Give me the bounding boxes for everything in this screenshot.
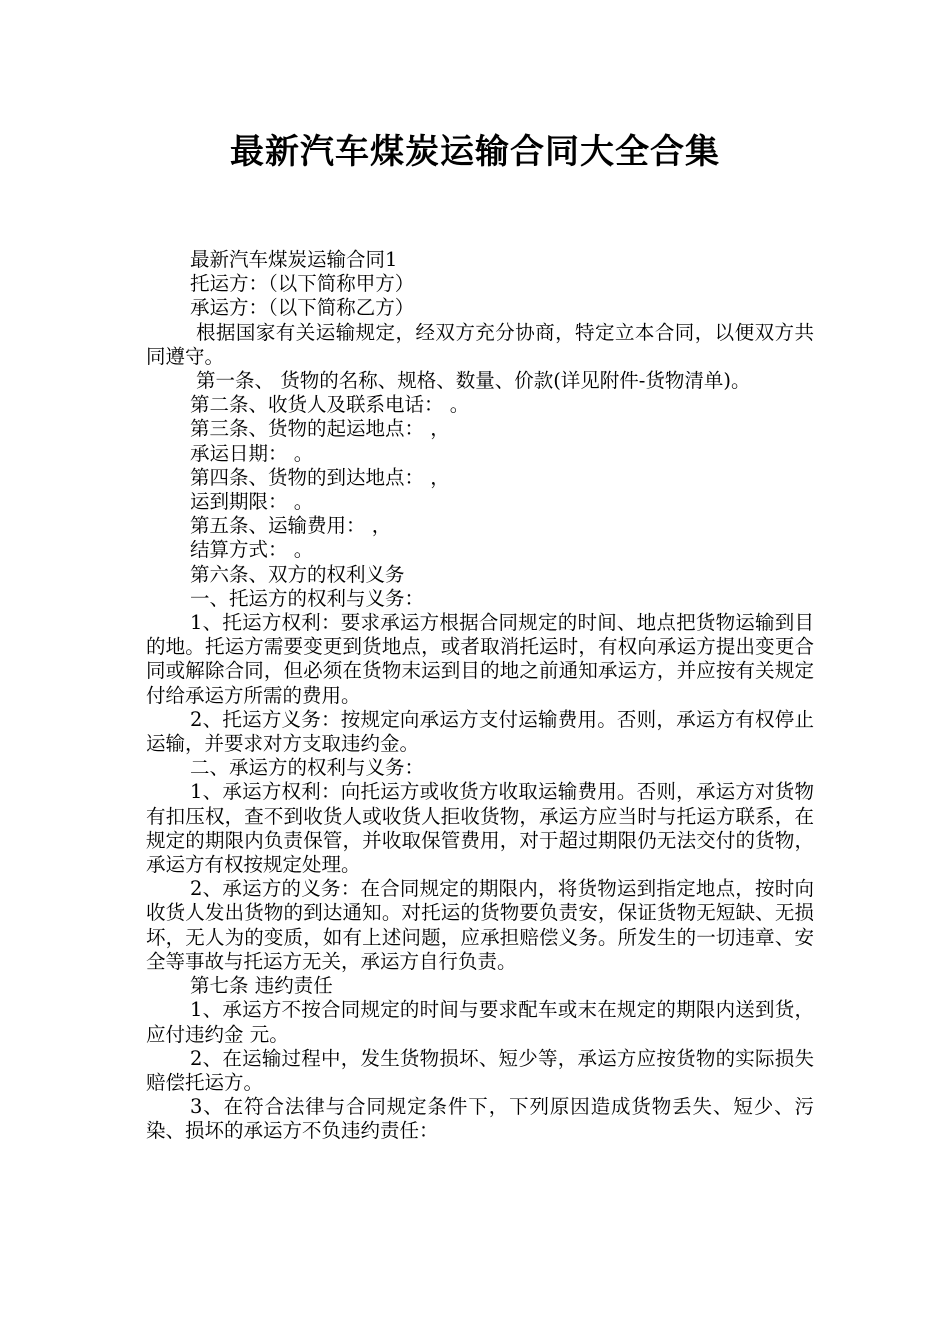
paragraph-preamble: 根据国家有关运输规定，经双方充分协商，特定立本合同，以便双方共同遵守。 [146, 320, 814, 368]
paragraph-settlement: 结算方式： 。 [190, 538, 314, 562]
paragraph-article-6: 第六条、双方的权利义务 [190, 562, 405, 586]
paragraph-article-5: 第五条、运输费用： ， [190, 514, 392, 538]
paragraph-carrier: 承运方：（以下简称乙方） [190, 296, 415, 320]
paragraph-delivery-deadline: 运到期限： 。 [190, 490, 314, 514]
paragraph-shipper-rights-heading: 一、托运方的权利与义务： [190, 586, 425, 610]
paragraph-liability-3: 3、在符合法律与合同规定条件下，下列原因造成货物丢失、短少、污染、损坏的承运方不负违约责任： [146, 1095, 814, 1143]
paragraph-shipping-date: 承运日期： 。 [190, 441, 314, 465]
paragraph-liability-1: 1、承运方不按合同规定的时间与要求配车或末在规定的期限内送到货，应付违约金 元。 [146, 998, 814, 1046]
paragraph-liability-2: 2、在运输过程中，发生货物损坏、短少等，承运方应按货物的实际损失赔偿托运方。 [146, 1046, 814, 1094]
paragraph-article-4: 第四条、货物的到达地点： ， [190, 465, 450, 489]
paragraph-carrier-obligations: 2、承运方的义务：在合同规定的期限内，将货物运到指定地点，按时向收货人发出货物的到达通知。对托运的货物要负责安，保证货物无短缺、无损坏，无人为的变质，如有上述问题，应承担赔偿义务。所发生的一切违章、安全等事故与托运方无关，承运方自行负责。 [146, 877, 814, 973]
paragraph-contract-heading: 最新汽车煤炭运输合同1 [190, 248, 398, 271]
paragraph-article-7: 第七条 违约责任 [190, 974, 333, 998]
paragraph-article-1: 第一条、 货物的名称、规格、数量、价款(详见附件-货物清单)。 [196, 369, 751, 393]
paragraph-article-2: 第二条、收货人及联系电话： 。 [190, 393, 470, 417]
document-body [146, 248, 814, 1144]
paragraph-shipper-obligations: 2、托运方义务：按规定向承运方支付运输费用。否则，承运方有权停止运输，并要求对方支取违约金。 [146, 707, 814, 756]
paragraph-carrier-rights-heading: 二、承运方的权利与义务： [190, 756, 425, 780]
paragraph-shipper: 托运方：（以下简称甲方） [190, 272, 415, 296]
paragraph-article-3: 第三条、货物的起运地点： ， [190, 417, 450, 441]
paragraph-shipper-rights: 1、托运方权利：要求承运方根据合同规定的时间、地点把货物运输到目的地。托运方需要变更到货地点，或者取消托运时，有权向承运方提出变更合同或解除合同，但必须在货物末运到目的地之前通知承运方，并应按有关规定付给承运方所需的费用。 [146, 611, 814, 707]
document-title: 最新汽车煤炭运输合同大全合集 [230, 132, 720, 172]
paragraph-carrier-rights: 1、承运方权利：向托运方或收货方收取运输费用。否则，承运方对货物有扣压权，查不到收货人或收货人拒收货物，承运方应当时与托运方联系，在规定的期限内负责保管，并收取保管费用，对于超过期限仍无法交付的货物，承运方有权按规定处理。 [146, 780, 814, 877]
